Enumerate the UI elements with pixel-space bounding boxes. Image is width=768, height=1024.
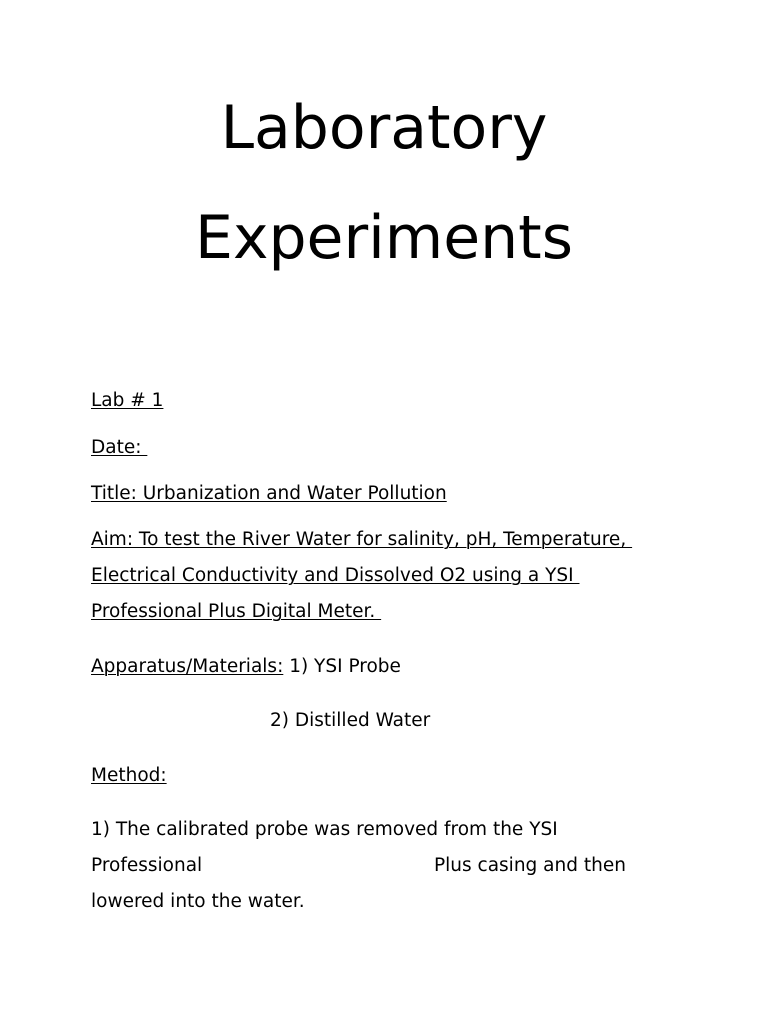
method-step-1-line-2b: Plus casing and then [434,855,626,876]
apparatus-item-2: 2) Distilled Water [270,710,431,731]
apparatus-row [91,656,401,678]
title-field: Title: Urbanization and Water Pollution [91,483,447,504]
method-step-1-line-1: 1) The calibrated probe was removed from the YSI [91,819,558,840]
lab-number: Lab # 1 [91,390,164,411]
method-step-1-line-3: lowered into the water. [91,891,305,912]
method-step-1-line-2a: Professional [91,855,203,876]
method-label: Method: [91,765,167,786]
date-label: Date: [91,437,148,458]
aim-line-1: Aim: To test the River Water for salinity, pH, Temperature, [91,529,633,550]
document-title-line-1: Laboratory [220,93,548,163]
apparatus-item-1: 1) YSI Probe [283,656,401,677]
document-title-line-2: Experiments [195,203,573,273]
apparatus-label: Apparatus/Materials: [91,656,284,677]
aim-line-3: Professional Plus Digital Meter. [91,601,382,622]
aim-line-2: Electrical Conductivity and Dissolved O2 using a YSI [91,565,580,586]
